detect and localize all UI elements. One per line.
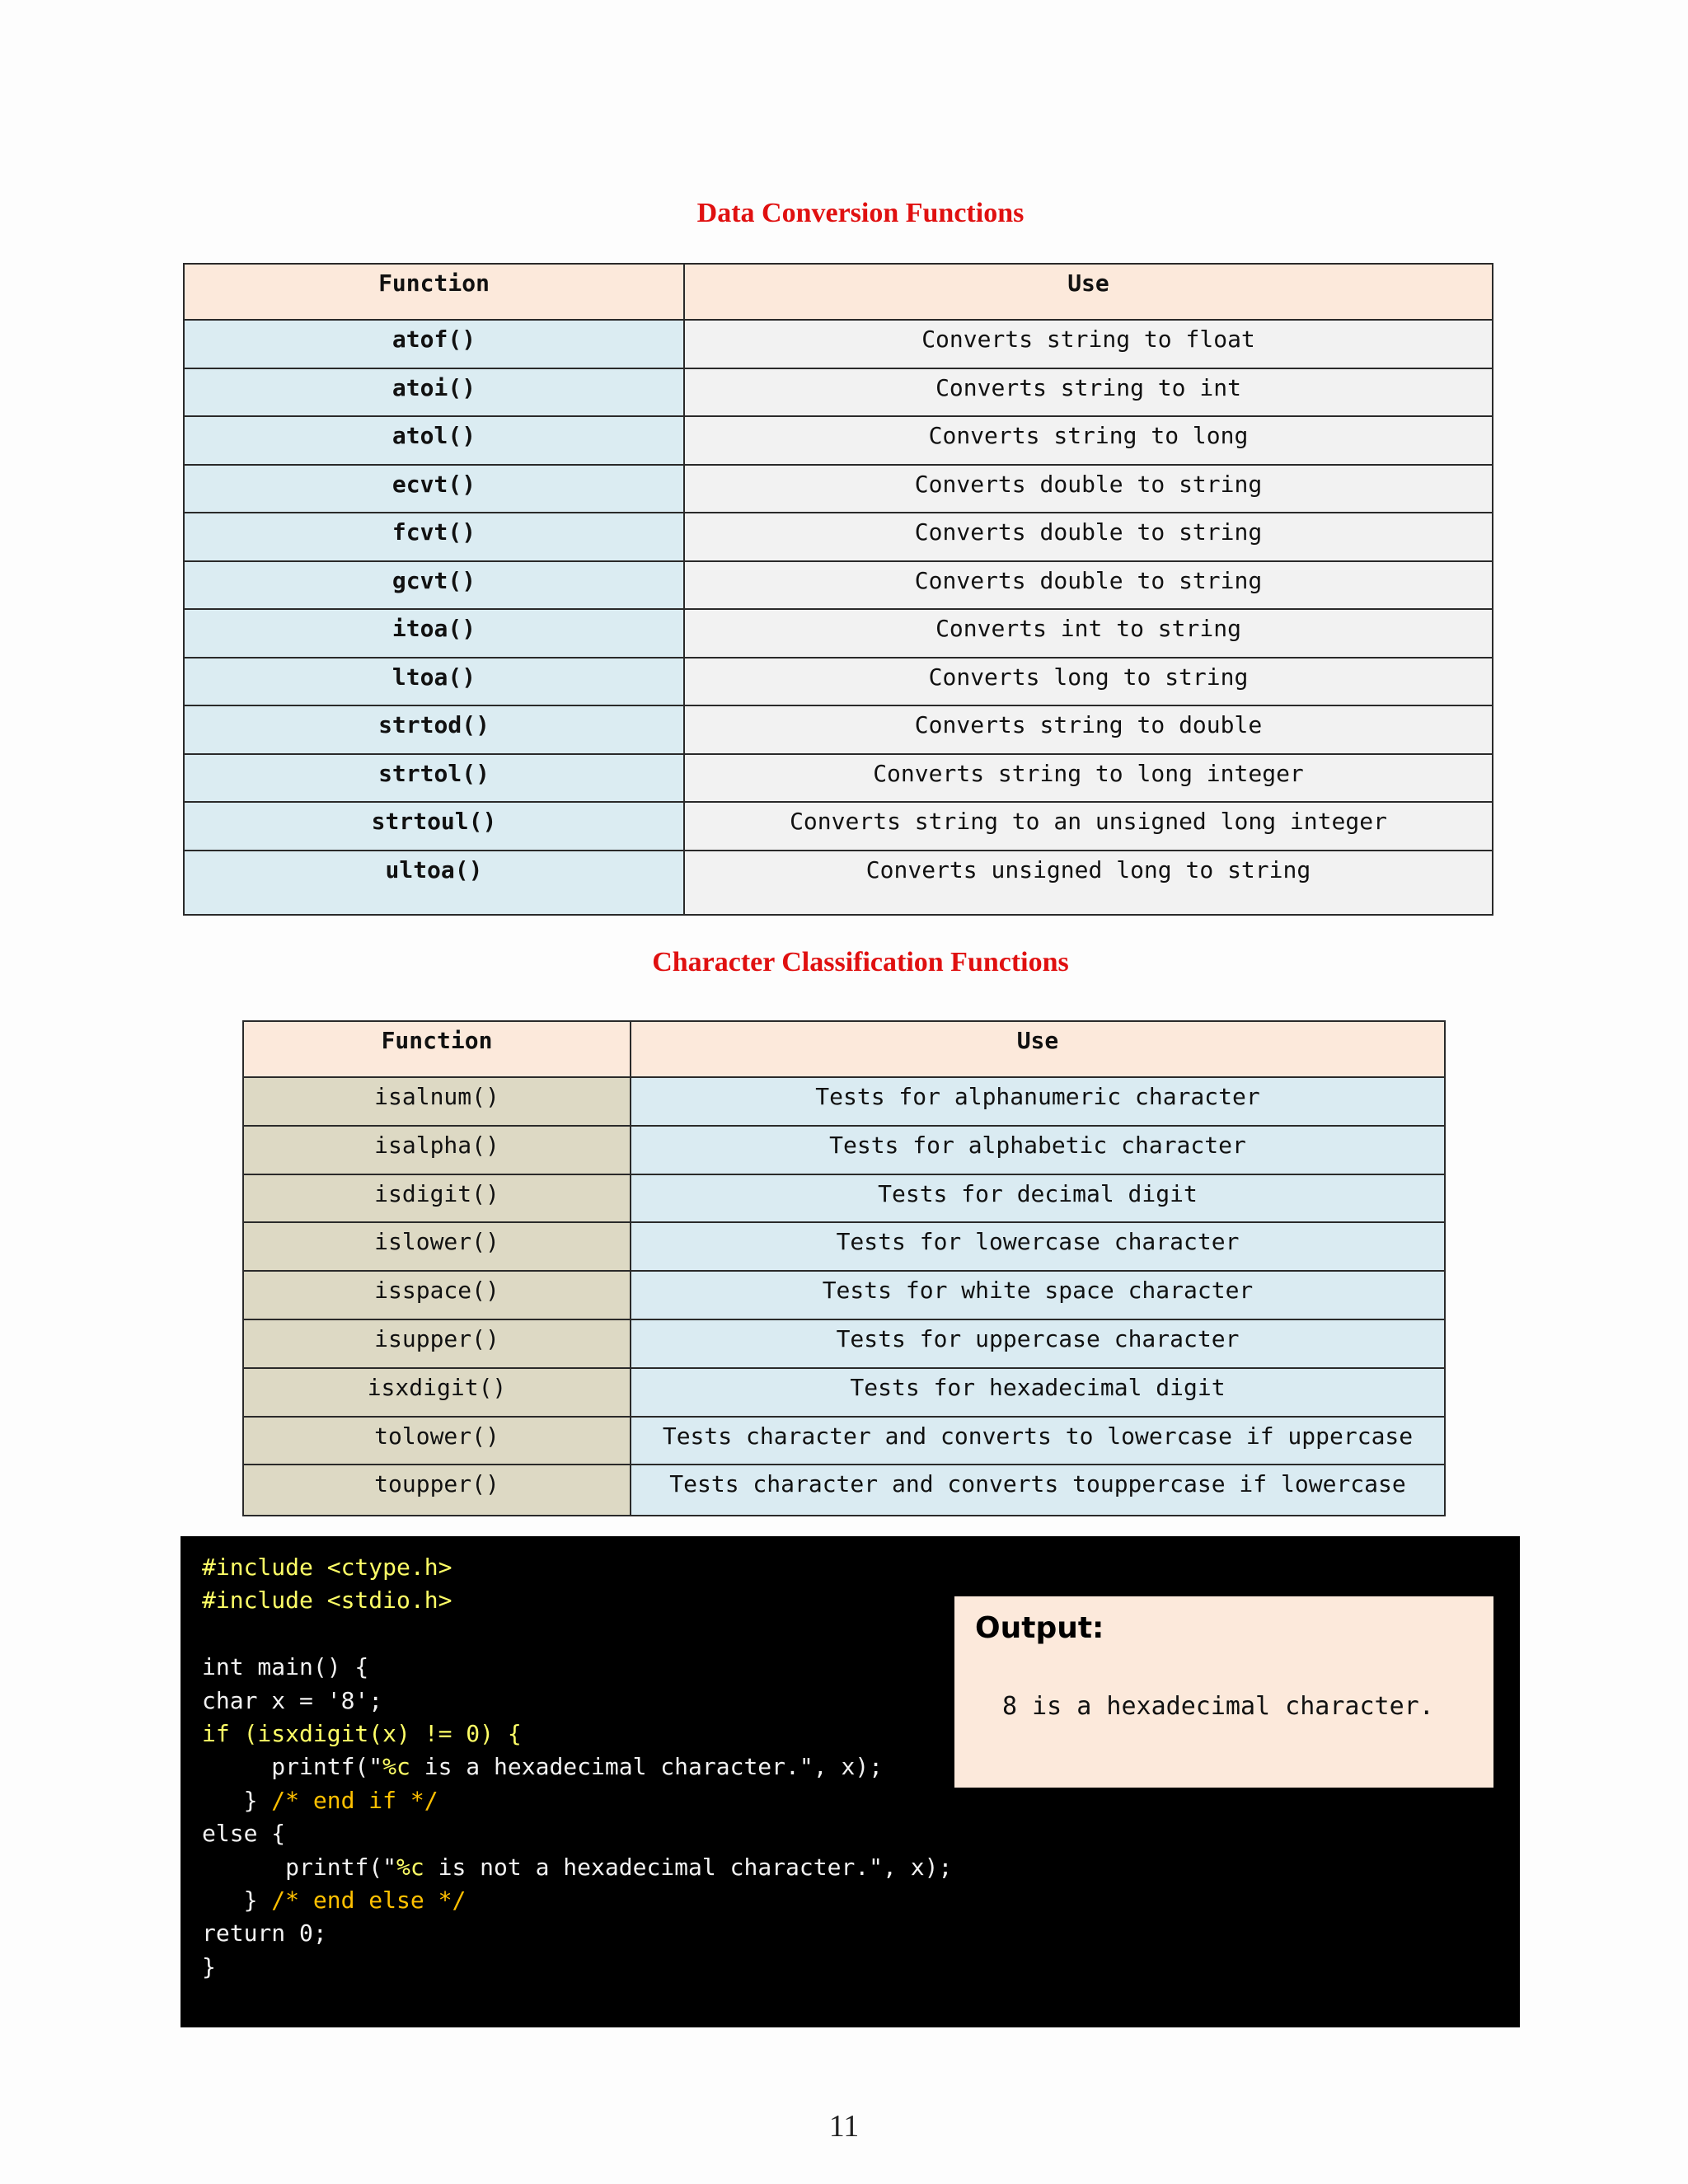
- code-line: } /* end else */: [202, 1886, 467, 1915]
- function-name-cell: ecvt(): [184, 465, 684, 513]
- table-row: [184, 416, 1493, 465]
- function-use-cell: Tests for alphanumeric character: [631, 1077, 1445, 1126]
- table-row: [243, 1174, 1445, 1223]
- page-number: 11: [828, 2109, 860, 2144]
- output-label: Output:: [975, 1611, 1104, 1645]
- function-use-cell: Tests character and converts to lowercase if uppercase: [631, 1417, 1445, 1465]
- table-row: [243, 1222, 1445, 1271]
- table-row: [243, 1417, 1445, 1465]
- conversion-section-title: Data Conversion Functions: [696, 198, 1025, 228]
- table-row: [184, 561, 1493, 610]
- function-name-cell: fcvt(): [184, 513, 684, 561]
- function-use-cell: Converts string to long: [684, 416, 1493, 465]
- code-line: char x = '8';: [202, 1686, 383, 1714]
- function-name-cell: atol(): [184, 416, 684, 465]
- function-use-cell: Tests for uppercase character: [631, 1319, 1445, 1368]
- function-name-cell: gcvt(): [184, 561, 684, 610]
- function-name-cell: itoa(): [184, 609, 684, 658]
- table-row: [184, 705, 1493, 754]
- function-use-cell: Converts unsigned long to string: [684, 851, 1493, 915]
- function-name-cell: isdigit(): [243, 1174, 631, 1223]
- output-box: [954, 1596, 1493, 1788]
- function-name-cell: ltoa(): [184, 658, 684, 706]
- code-comment: /* end else */: [271, 1886, 467, 1915]
- function-name-cell: toupper(): [243, 1465, 631, 1516]
- code-comment: /* end if */: [271, 1786, 438, 1814]
- table-row: [184, 513, 1493, 561]
- table-row: [184, 754, 1493, 803]
- function-name-cell: isupper(): [243, 1319, 631, 1368]
- function-use-cell: Converts string to int: [684, 368, 1493, 417]
- function-use-cell: Converts double to string: [684, 513, 1493, 561]
- table-row: [243, 1319, 1445, 1368]
- table-row: [184, 320, 1493, 368]
- table-row: [243, 1271, 1445, 1319]
- function-use-cell: Converts double to string: [684, 561, 1493, 610]
- column-header-use: Use: [684, 264, 1493, 320]
- function-use-cell: Converts int to string: [684, 609, 1493, 658]
- code-line: else {: [202, 1820, 286, 1848]
- function-use-cell: Converts string to double: [684, 705, 1493, 754]
- function-name-cell: islower(): [243, 1222, 631, 1271]
- table-row: [184, 368, 1493, 417]
- table-row: [243, 1126, 1445, 1174]
- column-header-function: Function: [243, 1021, 631, 1077]
- function-use-cell: Converts string to long integer: [684, 754, 1493, 803]
- function-name-cell: isxdigit(): [243, 1368, 631, 1417]
- format-specifier: %c: [396, 1853, 424, 1881]
- code-line: printf("%c is not a hexadecimal character.", x);: [202, 1853, 953, 1881]
- code-line: printf("%c is a hexadecimal character.", x);: [202, 1753, 884, 1781]
- code-line: return 0;: [202, 1919, 327, 1947]
- table-row: [243, 1368, 1445, 1417]
- function-name-cell: isalpha(): [243, 1126, 631, 1174]
- code-line: }: [202, 1952, 216, 1980]
- function-name-cell: strtoul(): [184, 802, 684, 851]
- function-use-cell: Tests character and converts touppercase if lowercase: [631, 1465, 1445, 1516]
- function-use-cell: Tests for lowercase character: [631, 1222, 1445, 1271]
- table-header-row: [243, 1021, 1445, 1077]
- column-header-function: Function: [184, 264, 684, 320]
- function-name-cell: strtod(): [184, 705, 684, 754]
- table-row: [184, 609, 1493, 658]
- classification-section-title: Character Classification Functions: [652, 947, 1069, 977]
- code-line: int main() {: [202, 1653, 369, 1681]
- function-use-cell: Converts long to string: [684, 658, 1493, 706]
- table-row: [184, 658, 1493, 706]
- table-row: [184, 851, 1493, 915]
- code-line: #include <ctype.h>: [202, 1554, 452, 1581]
- code-block: [202, 1551, 952, 1984]
- table-row: [184, 465, 1493, 513]
- function-name-cell: ultoa(): [184, 851, 684, 915]
- function-use-cell: Tests for decimal digit: [631, 1174, 1445, 1223]
- function-use-cell: Tests for white space character: [631, 1271, 1445, 1319]
- table-header-row: [184, 264, 1493, 320]
- function-use-cell: Tests for hexadecimal digit: [631, 1368, 1445, 1417]
- code-line: #include <stdio.h>: [202, 1586, 452, 1615]
- function-name-cell: isspace(): [243, 1271, 631, 1319]
- function-use-cell: Converts string to an unsigned long integer: [684, 802, 1493, 851]
- function-use-cell: Tests for alphabetic character: [631, 1126, 1445, 1174]
- function-name-cell: atof(): [184, 320, 684, 368]
- column-header-use: Use: [631, 1021, 1445, 1077]
- output-text: 8 is a hexadecimal character.: [1002, 1692, 1434, 1721]
- function-name-cell: strtol(): [184, 754, 684, 803]
- function-name-cell: atoi(): [184, 368, 684, 417]
- code-line: } /* end if */: [202, 1786, 438, 1814]
- table-row: [243, 1077, 1445, 1126]
- table-row: [243, 1465, 1445, 1516]
- conversion-functions-table: [183, 263, 1493, 916]
- function-use-cell: Converts double to string: [684, 465, 1493, 513]
- table-row: [184, 802, 1493, 851]
- classification-functions-table: [242, 1020, 1446, 1516]
- format-specifier: %c: [382, 1753, 410, 1781]
- code-line: if (isxdigit(x) != 0) {: [202, 1720, 522, 1748]
- function-name-cell: isalnum(): [243, 1077, 631, 1126]
- function-use-cell: Converts string to float: [684, 320, 1493, 368]
- function-name-cell: tolower(): [243, 1417, 631, 1465]
